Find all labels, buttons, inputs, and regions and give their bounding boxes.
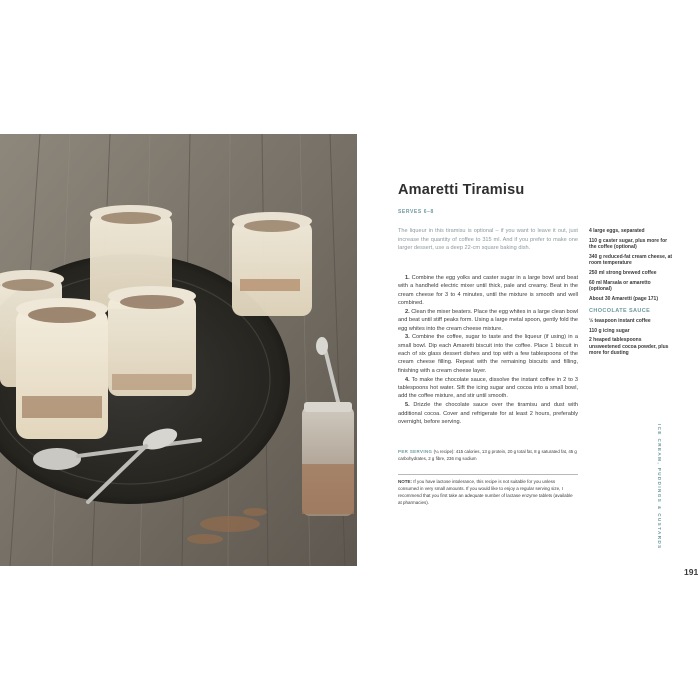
method-step	[398, 274, 578, 307]
serves-label: SERVES 6–8	[398, 209, 434, 215]
method-steps	[398, 274, 578, 427]
per-serving-basis: (¼ recipe):	[433, 449, 455, 454]
chapter-title: ICE CREAM, PUDDINGS & CUSTARDS	[657, 424, 662, 550]
sauce-ingredient-item: 2 heaped tablespoons unsweetened cocoa powder, plus more for dusting	[589, 337, 669, 356]
nutrition-info	[398, 448, 578, 462]
step-number: 1.	[405, 275, 410, 281]
note-text: If you have lactose intolerance, this recipe is not suitable for you unless consumed in very small amounts. If you would like to enjoy a regular serving size, I recommend that you first take an adequate number of lactase enzyme tablets (available at pharmacies).	[398, 479, 573, 505]
step-number: 3.	[405, 334, 410, 341]
sauce-ingredient-item: ½ teaspoon instant coffee	[589, 317, 651, 324]
chapter-side-label	[654, 424, 662, 564]
note-divider	[398, 474, 578, 475]
recipe-title: Amaretti Tiramisu	[398, 182, 525, 198]
step-text: Drizzle the chocolate sauce over the tiramisu and dust with additional cocoa. Cover and refrigerate for at least 2 hours, preferably overnight, before serving.	[398, 402, 578, 425]
method-step	[398, 308, 578, 333]
note-label: NOTE:	[398, 479, 412, 484]
ingredient-item: 110 g caster sugar, plus more for the coffee (optional)	[589, 237, 668, 250]
step-number: 4.	[405, 376, 410, 383]
sauce-ingredient-item: 110 g icing sugar	[589, 327, 630, 334]
step-text: Combine the egg yolks and caster sugar in a large bowl and beat with a handheld electric mixer until thick, pale and creamy. Beat in the cream cheese for 3 to 4 minutes, until the mixture is smooth and well combined.	[398, 275, 578, 307]
step-number: 5.	[405, 402, 410, 409]
ingredient-item: 250 ml strong brewed coffee	[589, 269, 657, 276]
sauce-heading: CHOCOLATE SAUCE	[589, 307, 651, 314]
page-number: 191	[684, 567, 699, 577]
ingredient-item: 340 g reduced-fat cream cheese, at room temperature	[589, 253, 673, 266]
ingredient-item: About 30 Amaretti (page 171)	[589, 295, 658, 302]
per-serving-text: 415 calories, 13 g protein, 20 g total fat, 8 g saturated fat, 45 g carbohydrates, 2 g fibre, 236 mg sodium	[398, 449, 577, 461]
method-step	[398, 401, 578, 426]
step-text: Clean the mixer beaters. Place the egg whites in a large clean bowl and beat until stiff peaks form. Using a large metal spoon, gently fold the egg whites into the cream cheese mixture.	[398, 308, 578, 332]
step-text: To make the chocolate sauce, dissolve the instant coffee in 2 to 3 tablespoons hot water. Sift the icing sugar and cocoa into a small bowl, add the coffee mixture, and stir until smooth.	[398, 376, 579, 400]
recipe-page	[357, 134, 700, 577]
recipe-photo	[0, 134, 357, 566]
step-text: Combine the coffee, sugar to taste and the liqueur (if using) in a small bowl. Dip each Amaretti biscuit into the coffee. Place 1 biscuit in each of six glass dessert dishes and top with a few tablespoons of the cream cheese filling. Repeat with the remaining biscuits and filling, finishing with a cream cheese layer.	[398, 334, 578, 374]
method-step	[398, 376, 578, 401]
ingredient-item: 60 ml Marsala or amaretto (optional)	[589, 279, 651, 292]
recipe-intro: The liqueur in this tiramisu is optional – if you want to leave it out, just increase the quantity of coffee to 315 ml. And if you prefer to make one larger dessert, use a deep 22-cm square baking dish.	[398, 228, 578, 252]
recipe-note	[398, 478, 576, 506]
ingredient-list	[589, 228, 673, 360]
method-step	[398, 333, 578, 375]
per-serving-label: PER SERVING	[398, 449, 433, 454]
step-number: 2.	[405, 308, 410, 315]
ingredient-item: 4 large eggs, separated	[589, 228, 645, 234]
